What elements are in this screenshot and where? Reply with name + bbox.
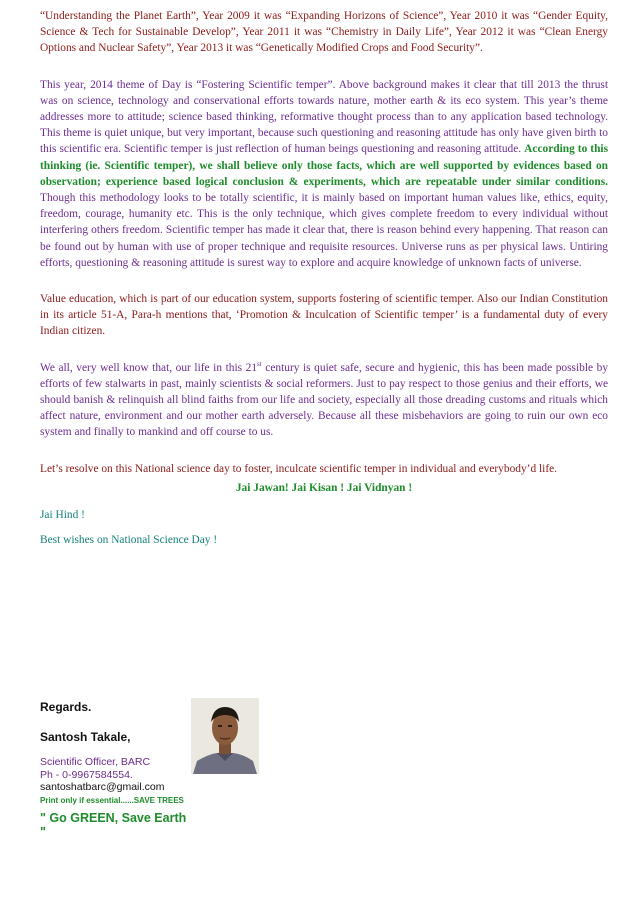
- jai-jawan-slogan: Jai Jawan! Jai Kisan ! Jai Vidnyan !: [235, 481, 413, 494]
- scientific-temper-paragraph: [40, 77, 608, 271]
- author-title: Scientific Officer, BARC: [40, 756, 151, 768]
- author-photo: [191, 698, 259, 774]
- para4-after-text: century is quiet safe, secure and hygienic, this has been made possible by efforts of few stalwarts in past, mainly scientists & social reformers. Just to pay respect to those genius and their efforts, we should banish & relinquish all blind faiths from our life and society, especially all those dreading customs and rituals which affect nature, environment and our mother earth adversely. Because all these misbehaviors are going to ruin our own eco system and finally to mankind and off course to us.: [40, 361, 609, 439]
- letter-page: [40, 8, 608, 548]
- blind-faith-paragraph: [40, 360, 608, 441]
- para2-bold-text: According to this thinking (ie. Scientific temper), we shall believe only those facts, which are well supported by evidences based on observation; experience based logical conclusion & experiments, which are repeatable under similar conditions.: [40, 143, 609, 188]
- author-email[interactable]: santoshatbarc@gmail.com: [40, 781, 165, 793]
- author-phone: Ph - 0-9967584554.: [40, 768, 133, 781]
- para2-intro-text: This year, 2014 theme of Day is “Fostering Scientific temper”. Above background makes it clear that till 2013 the thrust was on science, technology and conservational efforts towards nature, mother earth & its eco system. This year’s theme addresses more to attitude; science based thinking, reformative thought process than to any application based technology. This theme is quiet unique, but very important, because such questioning and reasoning attitude has only have given birth to this scientific era. Scientific temper is just reflection of human beings questioning and reasoning attitude.: [40, 78, 608, 156]
- resolve-paragraph: Let’s resolve on this National science day to foster, inculcate scientific temper in individual and everybody’d life.: [40, 462, 558, 475]
- value-education-paragraph: Value education, which is part of our education system, supports fostering of scientific temper. Also our Indian Constitution in its article 51-A, Para-h mentions that, ‘Promotion & Inculcation of Scientific temper’ is a fundamental duty of every Indian citizen.: [40, 293, 608, 338]
- print-note: Print only if essential......SAVE TREES: [40, 795, 184, 805]
- para4-before-text: We all, very well know that, our life in this 21: [40, 361, 258, 374]
- signature-block: [40, 700, 190, 839]
- best-wishes-text: Best wishes on National Science Day !: [40, 534, 218, 547]
- portrait-image: [191, 698, 259, 774]
- regards-text: Regards.: [40, 700, 92, 714]
- author-name: Santosh Takale,: [40, 730, 131, 744]
- go-green-slogan: " Go GREEN, Save Earth ": [40, 810, 187, 839]
- para4-superscript: st: [257, 359, 262, 368]
- themes-history-paragraph: “Understanding the Planet Earth”, Year 2009 it was “Expanding Horizons of Science”, Year 2010 it was “Gender Equity, Science & Tech for Sustainable Develop”, Year 2011 it was “Chemistry in Daily Life”, Year 2012 it was “Clean Energy Options and Nuclear Safety”, Year 2013 it was “Genetically Modified Crops and Food Security”.: [40, 10, 608, 55]
- jai-hind-text: Jai Hind !: [40, 509, 85, 522]
- para2-rest-text: Though this methodology looks to be totally scientific, it is mainly based on important human values like, ethics, equity, freedom, courage, humanity etc. This is the only technique, which gives complete freedom to every individual without interfering others freedom. Scientific temper has made it clear that, there is reason behind every happening. That reason can be found out by human with use of proper technique and requisite resources. Universe runs as per physical laws. Untiring efforts, questioning & reasoning attitude is surest way to explore and acquire knowledge of unknown facts of universe.: [40, 192, 608, 269]
